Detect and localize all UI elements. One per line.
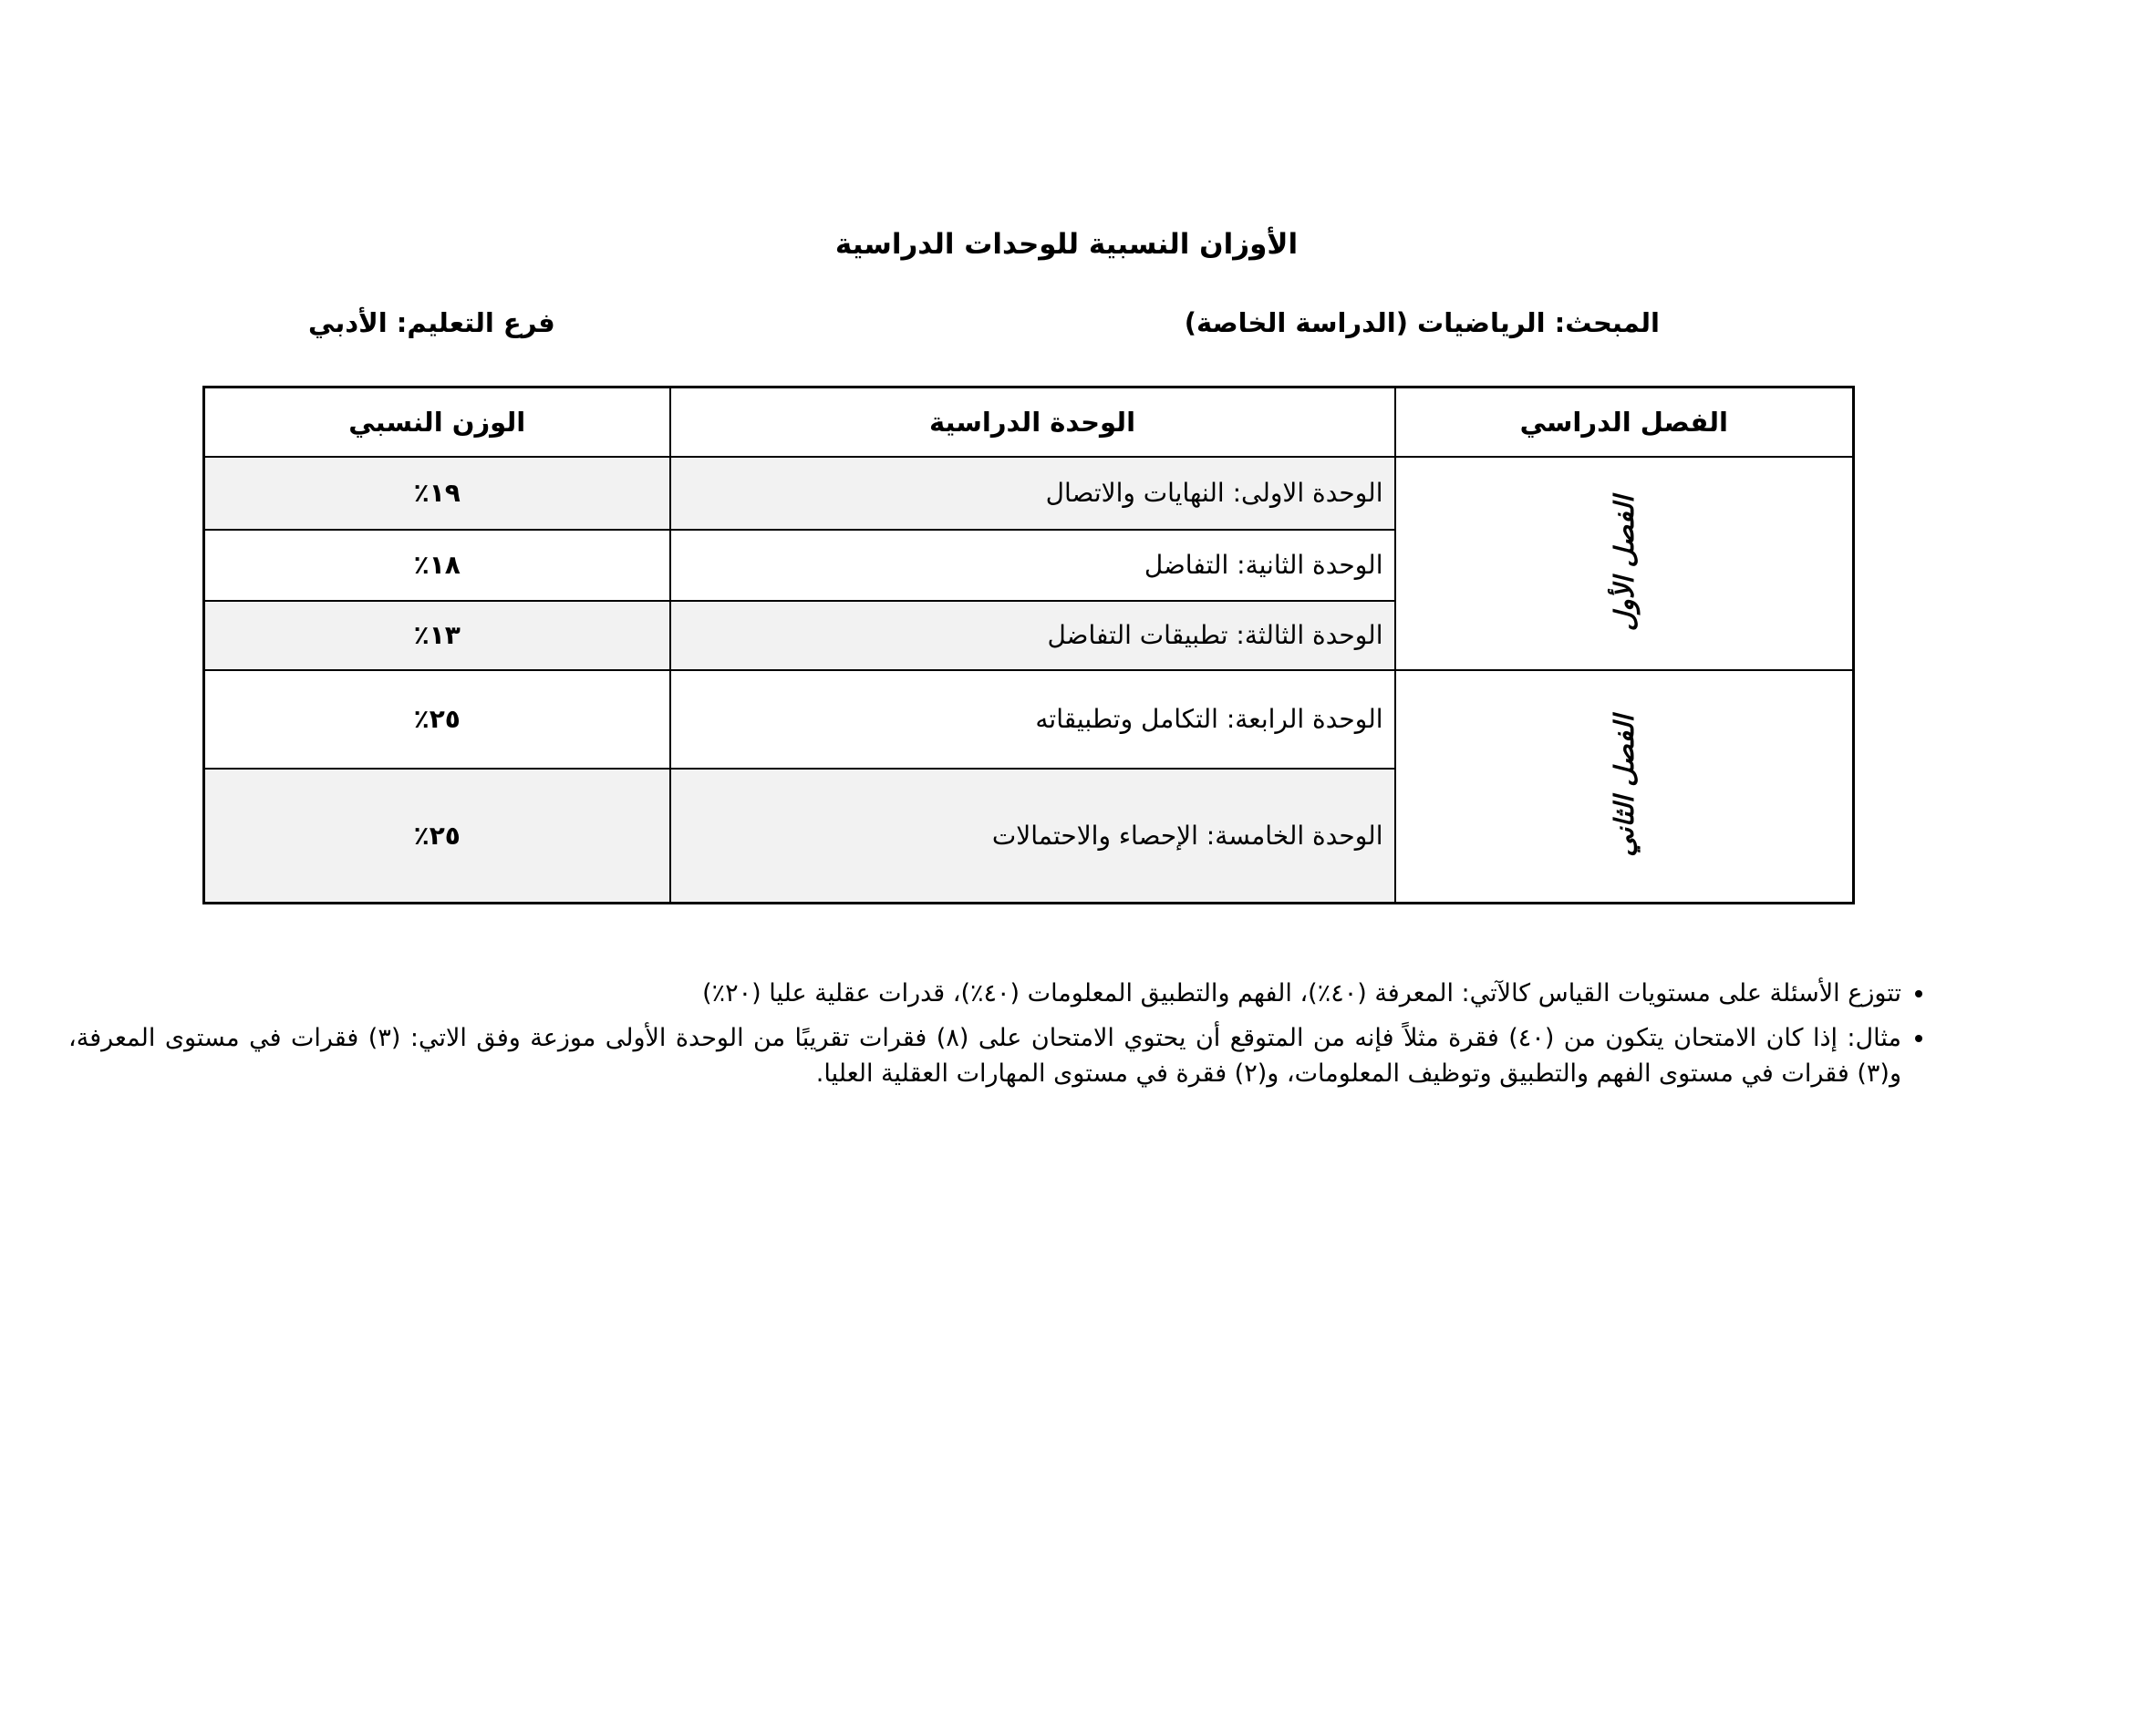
col-header-weight: الوزن النسبي [204,388,670,457]
unit-4-name: الوحدة الرابعة: التكامل وتطبيقاته [670,670,1395,769]
col-header-semester: الفصل الدراسي [1395,388,1854,457]
document-page [0,228,2133,1736]
semester-1-cell [1395,457,1854,670]
unit-weights-table [202,386,1855,904]
note-question-distribution: • تتوزع الأسئلة على مستويات القياس كالآتي: المعرفة (٤٠٪)، الفهم والتطبيق المعلومات (٤٠٪)، قدرات عقلية عليا (٢٠٪) [68,976,1901,1011]
semester-2-cell [1395,670,1854,904]
education-branch-field: فرع التعليم: الأدبي [308,307,555,339]
subject-field: المبحث: الرياضيات (الدراسة الخاصة) [1184,307,1660,339]
semester-1-label: الفصل الأول [1608,495,1640,631]
note-example: • مثال: إذا كان الامتحان يتكون من (٤٠) فقرة مثلاً فإنه من المتوقع أن يحتوي الامتحان على (٨) فقرات تقريبًا من الوحدة الأولى موزعة وفق الاتي: (٣) فقرات في مستوى المعرفة، و(٣) فقرات في مستوى الفهم والتطبيق وتوظيف المعلومات، و(٢) فقرة في مستوى المهارات العقلية العليا. [68,1020,1901,1091]
notes-list [68,976,1924,1091]
unit-3-weight: ١٣٪ [204,601,670,670]
unit-3-name: الوحدة الثالثة: تطبيقات التفاضل [670,601,1395,670]
table-row [204,457,1854,530]
unit-2-weight: ١٨٪ [204,530,670,601]
unit-5-weight: ٢٥٪ [204,769,670,904]
unit-2-name: الوحدة الثانية: التفاضل [670,530,1395,601]
unit-1-weight: ١٩٪ [204,457,670,530]
unit-5-name: الوحدة الخامسة: الإحصاء والاحتمالات [670,769,1395,904]
col-header-unit: الوحدة الدراسية [670,388,1395,457]
unit-4-weight: ٢٥٪ [204,670,670,769]
semester-2-label: الفصل الثاني [1608,715,1640,858]
table-header-row [204,388,1854,457]
table-row [204,670,1854,769]
subject-line [205,307,1855,338]
unit-1-name: الوحدة الاولى: النهايات والاتصال [670,457,1395,530]
page-title: الأوزان النسبية للوحدات الدراسية [834,228,1299,261]
